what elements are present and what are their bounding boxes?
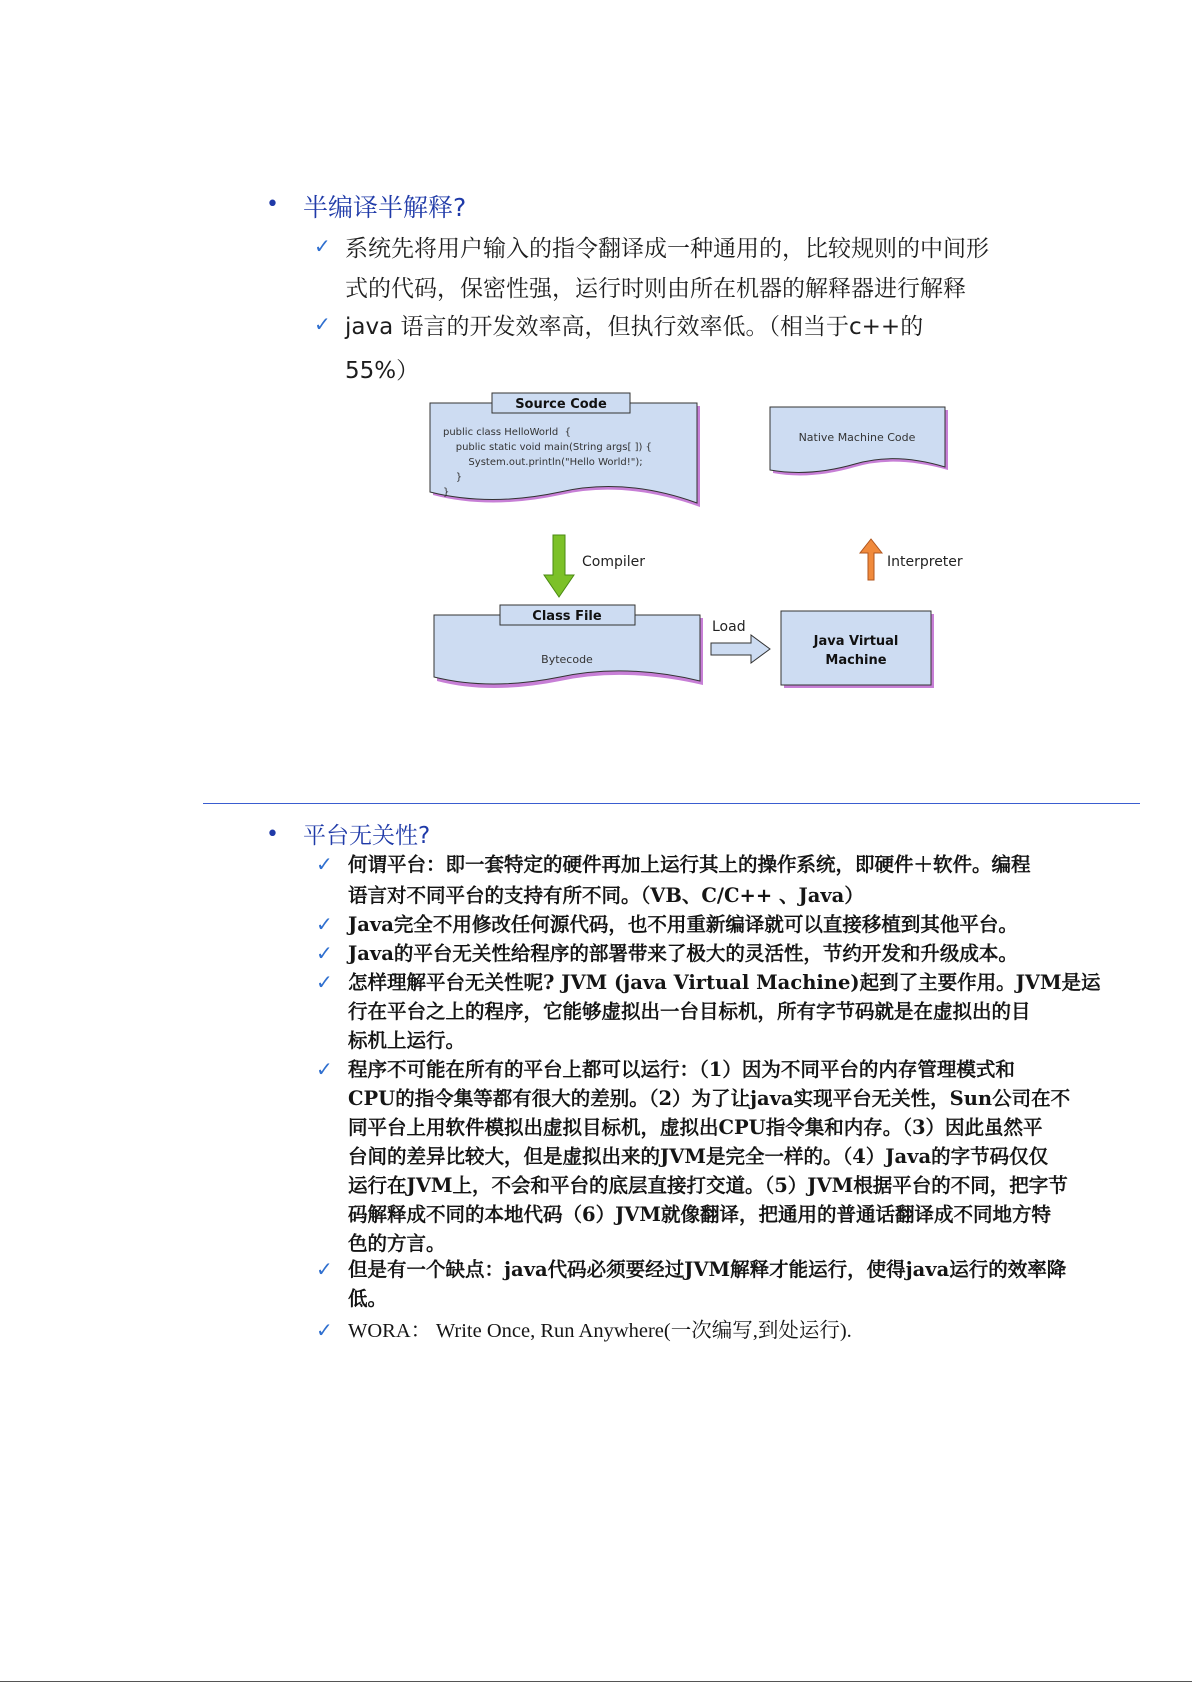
compiler-label: Compiler [582, 554, 646, 570]
section1-item1-line2: 式的代码，保密性强，运行时则由所在机器的解释器进行解释 [345, 276, 966, 302]
section2-item5-line6: 码解释成不同的本地代码（6）JVM就像翻译，把通用的普通话翻译成不同地方特 [348, 1203, 1052, 1226]
section2-item5-line2: CPU的指令集等都有很大的差别。（2）为了让java实现平台无关性，Sun公司在不 [348, 1087, 1071, 1110]
section2-bullet: • [266, 822, 279, 847]
java-execution-diagram [420, 385, 980, 710]
section2-item4-line3: 标机上运行。 [348, 1029, 466, 1052]
compiler-arrow [544, 535, 574, 597]
check-icon: ✓ [316, 912, 333, 936]
source-code-line: } [443, 472, 463, 483]
class-file-tab-label: Class File [532, 609, 602, 624]
section1-heading: 半编译半解释? [303, 193, 467, 222]
section2-item5-line5: 运行在JVM上，不会和平台的底层直接打交道。（5）JVM根据平台的不同，把字节 [348, 1174, 1068, 1197]
section1-bullet: • [266, 192, 279, 217]
check-icon: ✓ [316, 1057, 333, 1081]
section2-item4-line1: 怎样理解平台无关性呢? JVM (java Virtual Machine)起到了主要作用。JVM是运 [348, 971, 1101, 994]
interpreter-arrow [860, 539, 882, 580]
section-divider [203, 803, 1140, 804]
section1-item2-line2: 55%） [345, 358, 420, 384]
jvm-label-line2: Machine [825, 653, 887, 668]
check-icon: ✓ [316, 1257, 333, 1281]
source-code-tab-label: Source Code [515, 397, 607, 412]
source-code-line: public class HelloWorld { [443, 427, 571, 438]
jvm-box [781, 611, 934, 688]
interpreter-label: Interpreter [887, 554, 963, 570]
section2-heading: 平台无关性? [303, 823, 431, 849]
section2-item4-line2: 行在平台之上的程序，它能够虚拟出一台目标机，所有字节码就是在虚拟出的目 [348, 1000, 1031, 1023]
section2-item1-line1: 何谓平台：即一套特定的硬件再加上运行其上的操作系统，即硬件＋软件。编程 [348, 853, 1031, 876]
section2-item3-line1: Java的平台无关性给程序的部署带来了极大的灵活性，节约开发和升级成本。 [348, 942, 1018, 965]
source-code-box [430, 393, 700, 507]
section2-item6-line2: 低。 [348, 1287, 388, 1310]
section2-item5-line1: 程序不可能在所有的平台上都可以运行：（1）因为不同平台的内存管理模式和 [348, 1058, 1015, 1081]
section1-item1-line1: 系统先将用户输入的指令翻译成一种通用的，比较规则的中间形 [345, 236, 989, 262]
check-icon: ✓ [316, 941, 333, 965]
check-icon: ✓ [314, 312, 331, 336]
jvm-label-line1: Java Virtual [813, 634, 899, 649]
source-code-line: System.out.println("Hello World!"); [443, 457, 643, 468]
bytecode-label: Bytecode [541, 653, 593, 666]
class-file-box [434, 605, 703, 688]
native-machine-code-label: Native Machine Code [798, 431, 916, 444]
load-arrow [711, 635, 770, 663]
check-icon: ✓ [316, 1318, 333, 1342]
native-machine-code-box [770, 407, 948, 475]
section2-item5-line4: 台间的差异比较大，但是虚拟出来的JVM是完全一样的。（4）Java的字节码仅仅 [348, 1145, 1049, 1168]
source-code-line: } [443, 487, 450, 498]
check-icon: ✓ [314, 234, 331, 258]
load-label: Load [712, 619, 746, 635]
check-icon: ✓ [316, 852, 333, 876]
section2-item1-line2: 语言对不同平台的支持有所不同。（VB、C/C++ 、Java） [348, 884, 864, 907]
check-icon: ✓ [316, 970, 333, 994]
section2-item7-line1: WORA： Write Once, Run Anywhere(一次编写,到处运行). [348, 1320, 852, 1342]
section2-item2-line1: Java完全不用修改任何源代码，也不用重新编译就可以直接移植到其他平台。 [348, 913, 1018, 936]
section2-item5-line3: 同平台上用软件模拟出虚拟目标机，虚拟出CPU指令集和内存。（3）因此虽然平 [348, 1116, 1043, 1139]
page-bottom-rule [0, 1681, 1192, 1682]
section2-item5-line7: 色的方言。 [348, 1232, 446, 1255]
section2-item6-line1: 但是有一个缺点：java代码必须要经过JVM解释才能运行，使得java运行的效率降 [348, 1258, 1067, 1281]
section1-item2-line1: java 语言的开发效率高，但执行效率低。（相当于c++的 [345, 314, 924, 340]
source-code-line: public static void main(String args[ ]) { [443, 442, 652, 453]
